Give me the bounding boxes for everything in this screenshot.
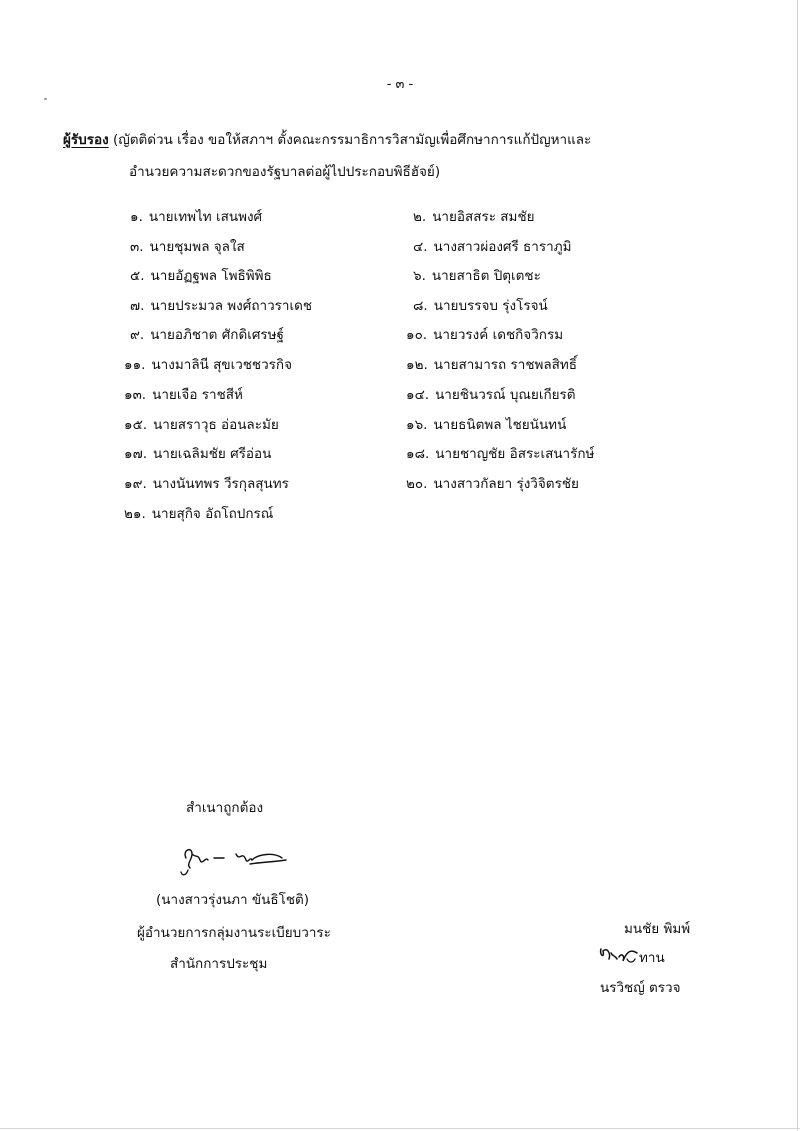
signatory-item: ๖. นายสาธิต ปิตุเตชะ xyxy=(413,268,541,284)
signatory-item: ๑. นายเทพไท เสนพงศ์ xyxy=(130,209,263,225)
typist-note: มนชัย พิมพ์ xyxy=(624,921,691,937)
endorsers-label: ผู้รับรอง xyxy=(63,132,109,148)
signatory-item: ๒๐. นางสาวกัลยา รุ่งวิจิตรชัย xyxy=(406,476,579,492)
certifier-title: ผู้อำนวยการกลุ่มงานระเบียบวาระ xyxy=(137,925,331,941)
signatory-item: ๑๑. นางมาลินี สุขเวชชวรกิจ xyxy=(124,357,293,373)
signatory-item: ๑๐. นายวรงค์ เดชกิจวิกรม xyxy=(406,327,564,343)
signatory-item: ๑๙. นางนันทพร วีรกุลสุนทร xyxy=(124,476,289,492)
signatory-item: ๒๑. นายสุกิจ อัถโถปกรณ์ xyxy=(124,506,274,522)
signatory-item: ๓. นายชุมพล จุลใส xyxy=(130,239,245,255)
handwritten-signature xyxy=(178,836,298,878)
signatory-item: ๑๓. นายเจือ ราชสีห์ xyxy=(124,387,243,403)
signatory-item: ๕. นายอัฏฐพล โพธิพิพิธ xyxy=(130,268,272,284)
signatory-item: ๑๖. นายธนิตพล ไชยนันทน์ xyxy=(406,417,567,433)
signatory-item: ๑๒. นายสามารถ ราชพลสิทธิ์ xyxy=(406,357,578,373)
checker-note: นรวิชญ์ ตรวจ xyxy=(600,980,681,996)
signatory-item: ๑๔. นายชินวรณ์ บุณยเกียรติ xyxy=(406,387,576,403)
signatory-list xyxy=(0,0,800,560)
motion-title-line2: อำนวยความสะดวกของรัฐบาลต่อผู้ไปประกอบพิธีฮัจย์) xyxy=(129,164,441,180)
certifier-name: (นางสาวรุ่งนภา ขันธิโชติ) xyxy=(156,892,310,908)
signatory-item: ๙. นายอภิชาต ศักดิเศรษฐ์ xyxy=(130,327,285,343)
signatory-item: ๑๕. นายสราวุธ อ่อนละมัย xyxy=(124,417,279,433)
page-number: - ๓ - xyxy=(386,77,414,92)
signatory-item: ๒. นายอิสสระ สมชัย xyxy=(413,209,535,225)
certifier-office: สำนักการประชุม xyxy=(170,956,268,972)
page-edge-bottom xyxy=(0,1128,800,1129)
signatory-item: ๘. นายบรรจบ รุ่งโรจน์ xyxy=(413,298,548,314)
signatory-item: ๗. นายประมวล พงศ์ถาวราเดช xyxy=(130,298,313,314)
motion-title-line1: (ญัตติด่วน เรื่อง ขอให้สภาฯ ตั้งคณะกรรมาธิการวิสามัญเพื่อศึกษาการแก้ปัญหาและ xyxy=(112,132,592,148)
signatory-item: ๑๘. นายชาญชัย อิสระเสนารักษ์ xyxy=(406,446,595,462)
proofreader-word: ทาน xyxy=(639,950,665,966)
certified-copy-heading: สำเนาถูกต้อง xyxy=(186,800,264,816)
signatory-item: ๑๗. นายเฉลิมชัย ศรีอ่อน xyxy=(124,446,272,462)
signatory-item: ๔. นางสาวผ่องศรี ธาราภูมิ xyxy=(413,239,572,255)
proofreader-note xyxy=(597,946,665,968)
